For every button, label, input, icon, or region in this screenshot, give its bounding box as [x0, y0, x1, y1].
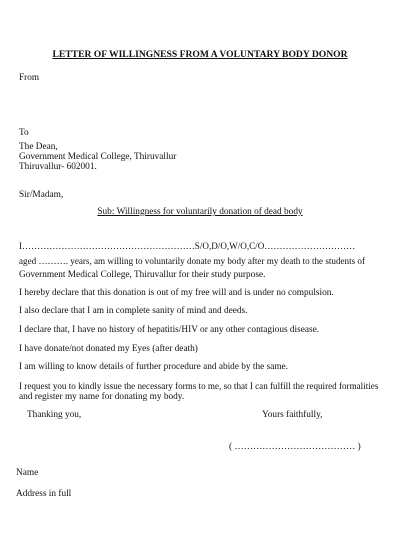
- from-label: From: [19, 73, 40, 83]
- body-line-2: aged ………. years, am willing to voluntarily donate my body after my death to the students of: [19, 256, 365, 266]
- name-label: Name: [16, 468, 39, 478]
- body-line-1: I…………………………………………………S/O,D/O,W/O,C/O…………………………: [19, 241, 356, 251]
- signature-line: ( ………………………………… ): [229, 442, 361, 452]
- request-line-1: I request you to kindly issue the necessary forms to me, so that I can fulfill the required formalities: [19, 381, 379, 391]
- to-label: To: [19, 128, 29, 138]
- address-label: Address in full: [16, 489, 72, 499]
- declaration-item: I hereby declare that this donation is out of my free will and is under no compulsion.: [19, 288, 334, 298]
- body-line-3: Government Medical College, Thiruvallur for their study purpose.: [19, 270, 266, 280]
- closing-yours-faithfully: Yours faithfully,: [262, 410, 323, 420]
- closing-thanks: Thanking you,: [27, 410, 82, 420]
- subject-line: Sub: Willingness for voluntarily donation of dead body: [97, 207, 303, 217]
- recipient-line-3: Thiruvallur- 602001.: [19, 162, 97, 172]
- recipient-line-2: Government Medical College, Thiruvallur: [19, 152, 177, 162]
- request-line-2: and register my name for donating my body.: [19, 392, 185, 402]
- declaration-item: I declare that, I have no history of hepatitis/HIV or any other contagious disease.: [19, 325, 320, 335]
- declaration-item: I am willing to know details of further procedure and abide by the same.: [19, 362, 289, 372]
- recipient-line-1: The Dean,: [19, 142, 58, 152]
- salutation: Sir/Madam,: [19, 190, 64, 200]
- document-title: LETTER OF WILLINGNESS FROM A VOLUNTARY BODY DONOR: [52, 49, 348, 60]
- declaration-item: I have donate/not donated my Eyes (after death): [19, 344, 198, 354]
- declaration-item: I also declare that I am in complete sanity of mind and deeds.: [19, 306, 248, 316]
